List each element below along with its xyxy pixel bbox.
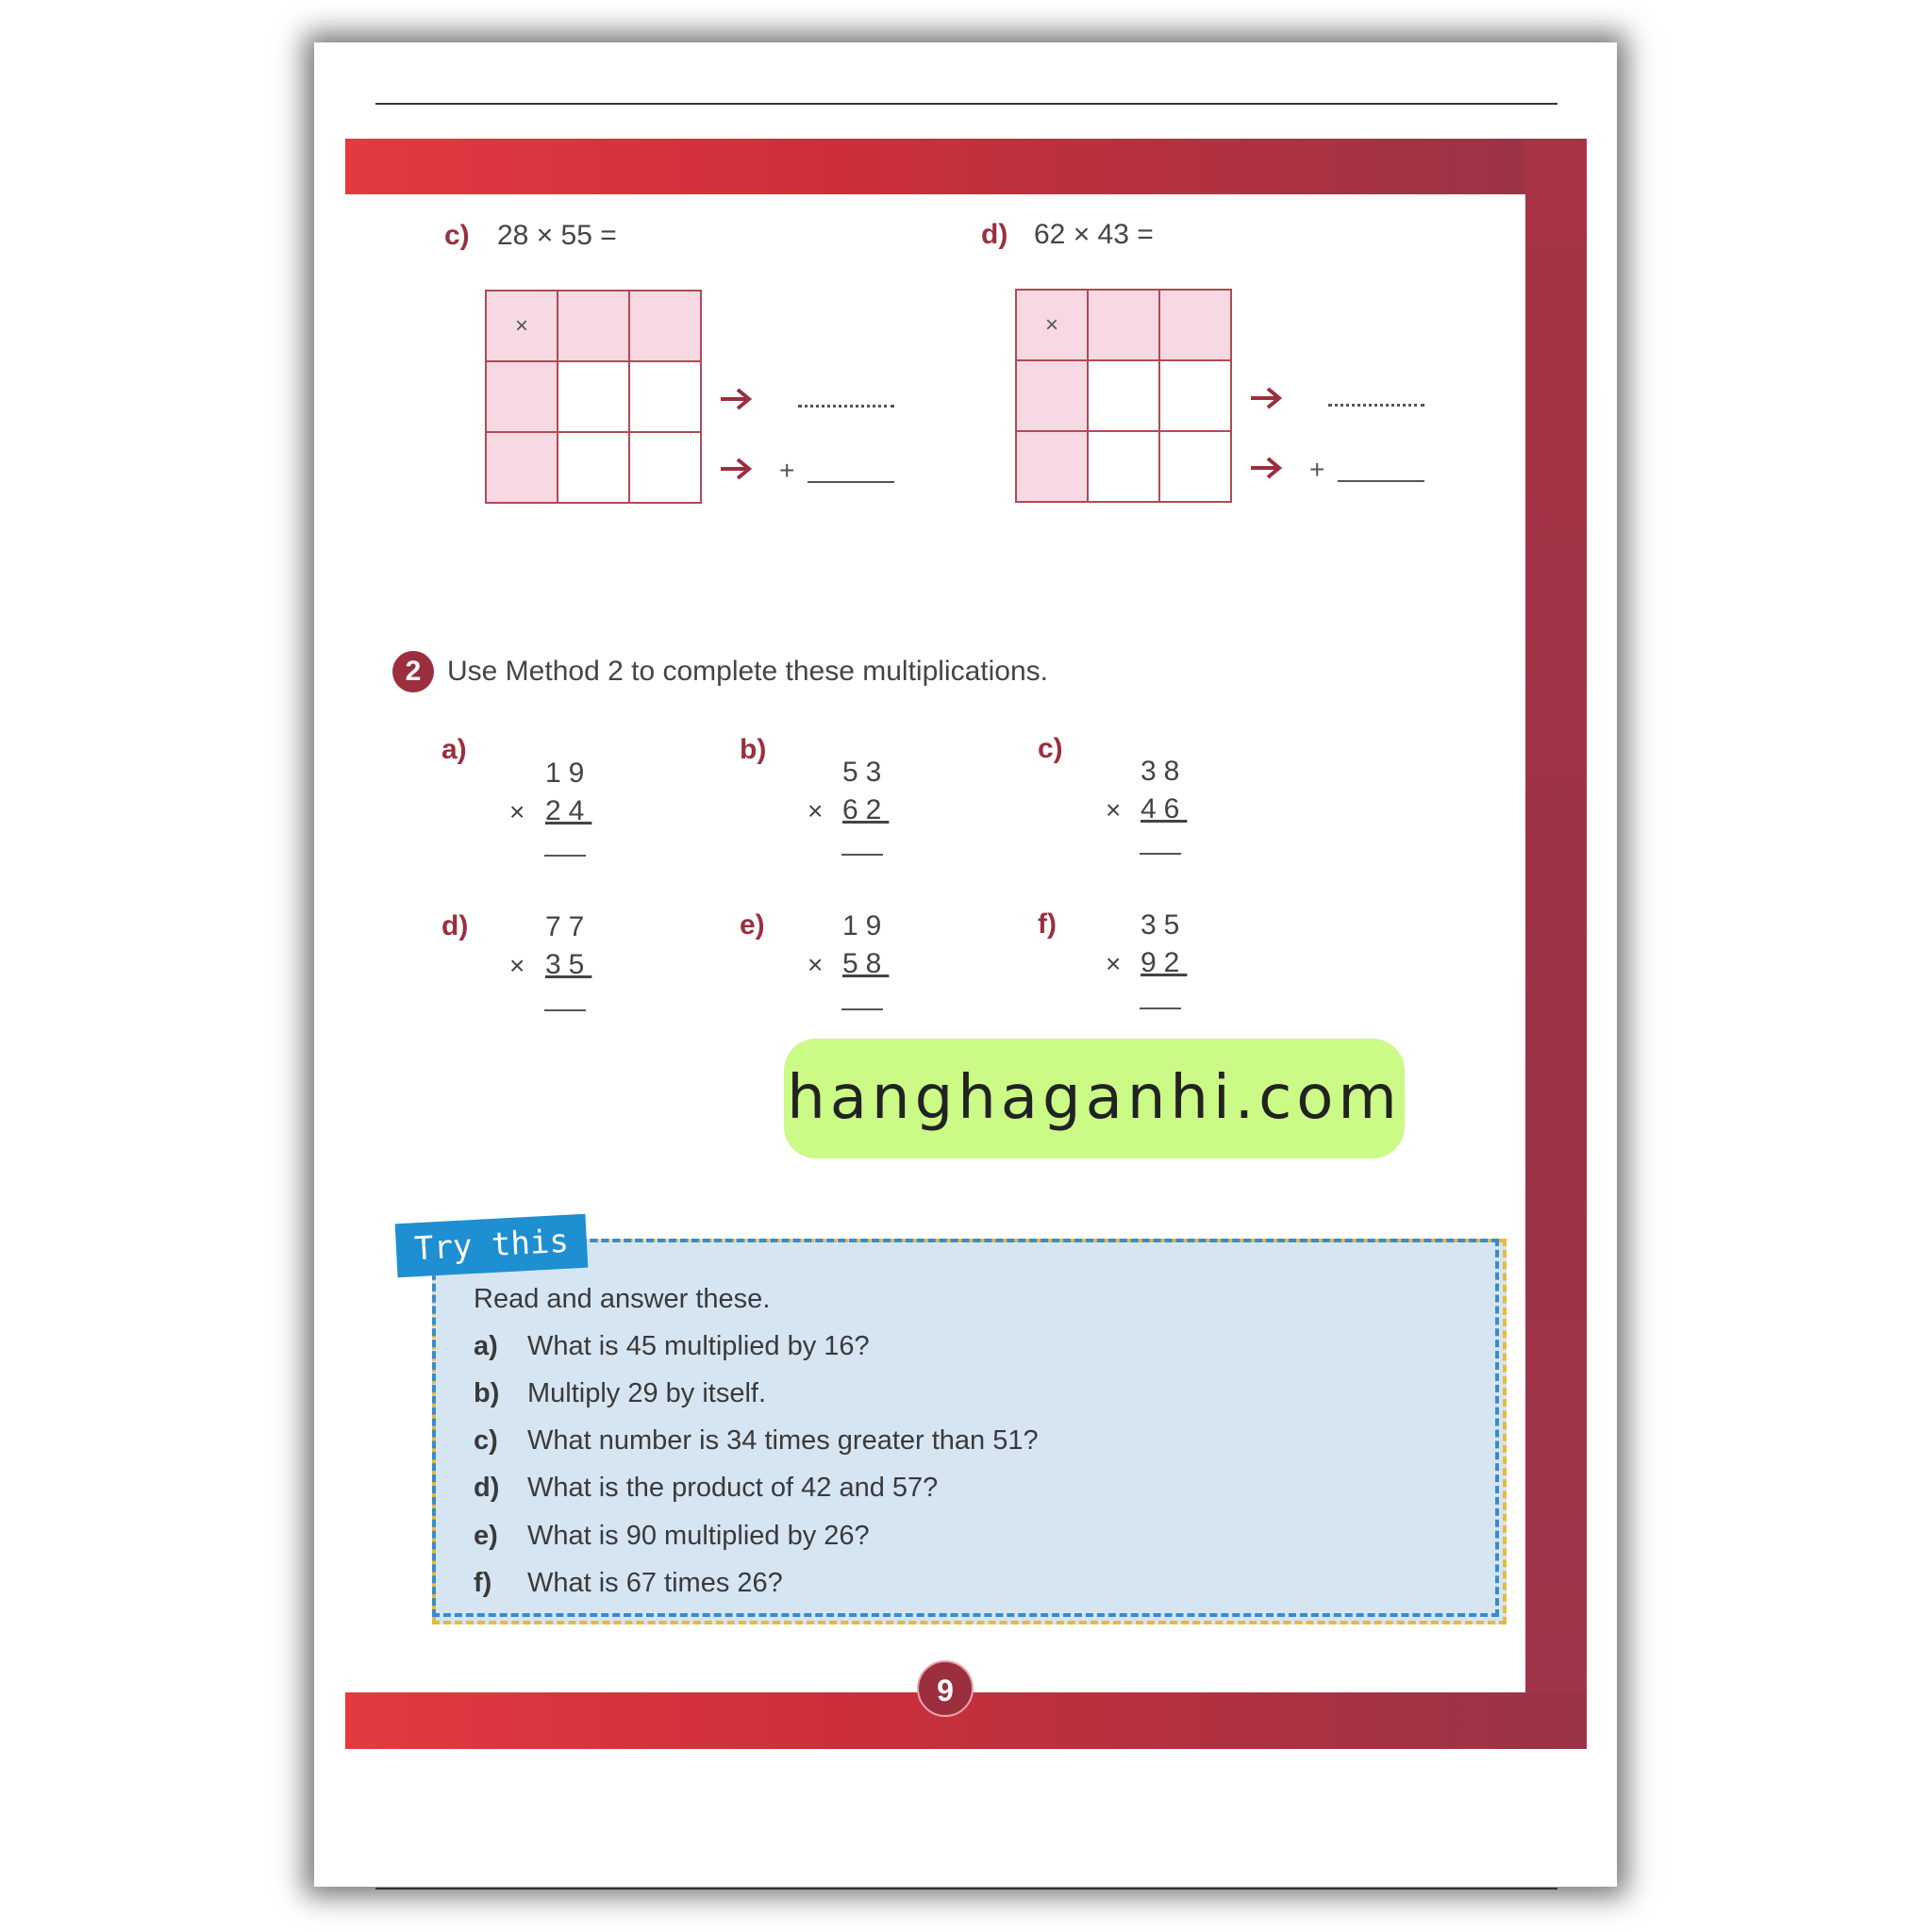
grid-d-cell[interactable] [1088,431,1159,502]
grid-d-corner: × [1016,290,1088,360]
item-f-label: f) [1038,908,1057,940]
grid-c-corner: × [486,291,558,361]
grid-d-cell[interactable] [1016,431,1088,502]
page-number: 9 [917,1660,974,1717]
multiplicand: 38 [1141,756,1188,787]
grid-d [1015,289,1232,503]
answer-line[interactable] [841,854,883,856]
arrow-right-icon [719,387,753,411]
grid-c-cell[interactable] [558,432,629,503]
question-number-badge: 2 [392,651,434,692]
times-sign: × [509,797,525,826]
grid-d-cell[interactable] [1159,431,1231,502]
grid-c-cell[interactable] [629,291,701,361]
multiplier: 58 [842,948,890,979]
multiplier: 46 [1141,793,1188,824]
answer-line[interactable] [841,1008,883,1010]
answer-line[interactable] [1140,853,1181,855]
top-rule [375,103,1557,105]
times-sign: × [1106,949,1122,978]
answer-dots-c[interactable] [798,405,894,408]
bottom-rule [375,1888,1557,1890]
multiplicand: 19 [842,910,890,941]
watermark-text: hanghaganhi.com [787,1063,1402,1133]
grid-c-cell[interactable] [629,361,701,432]
plus-sign: + [1309,455,1325,484]
grid-d-cell[interactable] [1159,290,1231,360]
item-b-label: b) [740,734,767,765]
grid-c-cell[interactable] [486,432,558,503]
item-d-label: d) [981,219,1008,250]
times-sign: × [808,950,824,979]
try-item-text: What is the product of 42 and 57? [527,1473,939,1503]
item-d-expression: 62 × 43 = [1034,219,1154,250]
grid-d-cell[interactable] [1016,360,1088,431]
answer-line[interactable] [544,855,586,857]
grid-c-cell[interactable] [629,432,701,503]
try-item-label: c) [474,1425,498,1456]
item-e-label: e) [740,909,765,941]
try-item-text: What is 90 multiplied by 26? [527,1521,870,1551]
question-2-instruction: Use Method 2 to complete these multiplications. [447,656,1048,687]
times-sign: × [509,951,525,980]
try-item-label: f) [474,1568,492,1598]
multiplicand: 35 [1141,909,1188,941]
try-item-label: d) [474,1473,500,1503]
grid-c [485,290,702,504]
answer-line[interactable] [1140,1008,1181,1009]
try-item-text: What is 45 multiplied by 16? [527,1331,870,1361]
frame-right-band [1525,139,1587,1749]
grid-d-cell[interactable] [1159,360,1231,431]
try-item-text: Multiply 29 by itself. [527,1378,767,1408]
try-item-label: b) [474,1378,500,1408]
multiplicand: 53 [842,757,890,788]
times-sign: × [808,796,824,825]
try-item-label: a) [474,1331,498,1361]
multiplicand: 77 [545,911,592,942]
try-item-label: e) [474,1521,498,1551]
arrow-right-icon [1249,456,1283,480]
item-d2-label: d) [441,910,469,941]
try-item-text: What is 67 times 26? [527,1568,783,1598]
answer-line-d[interactable] [1338,480,1424,482]
grid-c-cell[interactable] [486,361,558,432]
item-c-expression: 28 × 55 = [497,220,617,251]
multiplier: 35 [545,949,592,980]
answer-line-c[interactable] [808,481,894,483]
multiplier: 92 [1141,947,1188,978]
answer-dots-d[interactable] [1328,404,1424,407]
answer-line[interactable] [544,1009,586,1011]
grid-c-cell[interactable] [558,291,629,361]
arrow-right-icon [719,457,753,481]
try-item-text: What number is 34 times greater than 51? [527,1425,1039,1456]
grid-c-cell[interactable] [558,361,629,432]
grid-d-cell[interactable] [1088,360,1159,431]
grid-d-cell[interactable] [1088,290,1159,360]
multiplier: 62 [842,794,890,825]
multiplicand: 19 [545,758,592,789]
item-c2-label: c) [1038,733,1063,764]
try-this-intro: Read and answer these. [474,1284,771,1314]
plus-sign: + [779,456,795,485]
item-c-label: c) [444,220,470,251]
multiplier: 24 [545,795,592,826]
arrow-right-icon [1249,386,1283,410]
times-sign: × [1106,795,1122,824]
try-this-title: Try this [413,1222,570,1269]
item-a-label: a) [441,734,467,765]
frame-top-band [345,139,1587,194]
